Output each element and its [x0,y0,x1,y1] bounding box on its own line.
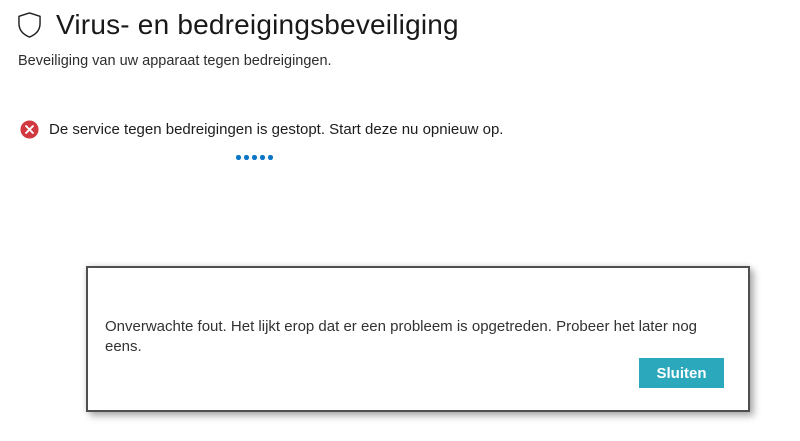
loading-dot [244,155,249,160]
loading-dot [260,155,265,160]
loading-dot [268,155,273,160]
loading-dots-indicator [236,155,273,160]
close-button[interactable]: Sluiten [639,358,724,388]
page-title: Virus- en bedreigingsbeveiliging [56,9,459,40]
page-header [16,9,459,41]
page-subtitle: Beveiliging van uw apparaat tegen bedreigingen. [18,53,332,69]
alert-message: De service tegen bedreigingen is gestopt. Start deze nu opnieuw op. [49,121,504,138]
error-icon [20,120,39,139]
error-dialog [86,266,750,412]
service-stopped-alert [20,120,503,139]
loading-dot [252,155,257,160]
shield-icon [16,11,43,39]
dialog-message: Onverwachte fout. Het lijkt erop dat er een probleem is opgetreden. Probeer het later nog eens. [105,318,698,355]
loading-dot [236,155,241,160]
